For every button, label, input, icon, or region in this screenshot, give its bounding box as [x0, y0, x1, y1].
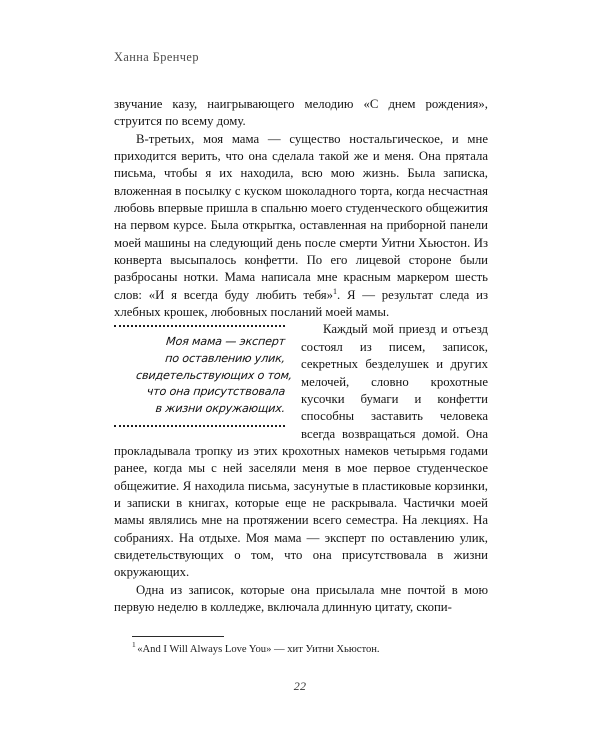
paragraph-third-text-before-footnote: В-третьих, моя мама — существо ностальгическое, и мне приходится верить, что она сделала такой же и меня. Она прятала письма, чтобы я их находила, всю мою жизнь. Была записка, вложенная в посылку с куском шоколадного торта, когда несчастная любовь впервые пришла в спальню моего студенческого общежития на первом курсе. Была открытка, оставленная на приборной панели моей машины на следующий день после смерти Уитни Хьюстон. Из конверта высыпалось конфетти. По его лицевой стороне были разбросаны нотки. Мама написала мне красным маркером шесть слов: «И я всегда буду любить тебя»	[114, 131, 488, 302]
footnote-area	[132, 636, 488, 657]
paragraph-third-text-after-footnote: . Я — результат следа из хлебных крошек, любовных посланий моей мамы.	[114, 287, 488, 320]
footnote-text: «And I Will Always Love You» — хит Уитни Хьюстон.	[137, 644, 380, 655]
footnote	[132, 640, 488, 657]
paragraph-visits	[114, 321, 488, 581]
footnote-marker: 1	[132, 640, 136, 650]
pull-quote-line: Моя мама — эксперт	[165, 335, 286, 349]
pull-quote-line: по оставлению улик,	[164, 352, 286, 366]
running-head: Ханна Бренчер	[114, 50, 199, 64]
footnote-separator-rule	[132, 636, 224, 637]
pull-quote-line: в жизни окружающих.	[155, 401, 286, 415]
paragraph-third	[114, 131, 488, 322]
footnote-reference-marker[interactable]: 1	[332, 286, 337, 296]
paragraph-note: Одна из записок, которые она присылала мне почтой в мою первую неделю в колледже, включала длинную цитату, скопи-	[114, 582, 488, 614]
pull-quote-line: что она присутствовала	[146, 385, 286, 399]
paragraph-continued: звучание казу, наигрывающего мелодию «С днем рождения», струится по всему дому.	[114, 97, 488, 129]
paragraph-visits-text: Каждый мой приезд и отъезд состоял из писем, записок, секретных безделушек и других мелочей, словно крохотные кусочки бумаги и конфетти способны заставить человека всегда возвращаться домой. Она прокладывала тропку из этих крохотных намеков четырьмя годами ранее, когда мы с ней заселяли меня в мое первое студенческое общежитие. Я находила письма, засунутые в пластиковые корзинки, и записки в книгах, которые еще не раскрывала. Частички моей мамы являлись мне на протяжении всего семестра. На лекциях. На собраниях. На отдыхе. Моя мама — эксперт по оставлению улик, свидетельствующих о том, что она присутствовала в жизни окружающих.	[114, 322, 488, 580]
body-text-block	[114, 96, 488, 616]
page-number: 22	[293, 679, 307, 693]
pull-quote	[114, 325, 293, 427]
pull-quote-line: свидетельствующих о том,	[135, 368, 293, 382]
